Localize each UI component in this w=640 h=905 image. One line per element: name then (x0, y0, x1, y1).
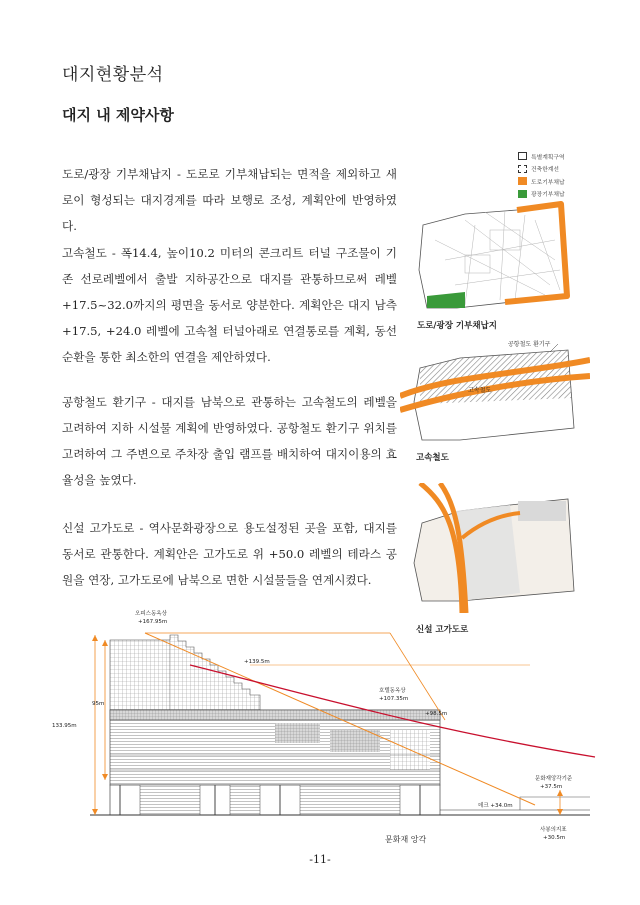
legend-swatch-building-line (518, 165, 527, 173)
figure-caption-overpass: 신설 고가도로 (416, 625, 469, 635)
paragraph-highspeed-rail: 고속철도 - 폭14.4, 높이10.2 미터의 콘크리트 터널 구조물이 기존 선로레벨에서 출발 지하공간으로 대지를 관통하므로써 레벨 +17.5~32.0까지의 평면을 동서로 양분한다. 계획안은 대지 남측 +17.5, +24.0 레벨에 고속철 터널아래로 연결통로를 계획, 동선순환을 통한 최소한의 연결을 제안하였다. (62, 246, 397, 364)
label-heritage-standard: 문화재앙각기준 (535, 776, 573, 782)
label-office-roof-level: +167.95m (138, 619, 168, 625)
site-map-highspeed-rail (400, 336, 590, 446)
label-heritage-standard-level: +37.5m (540, 784, 563, 790)
legend-item (518, 188, 565, 201)
paragraph-road-plaza: 도로/광장 기부채납지 - 도로로 기부채납되는 면적을 제외하고 새로이 형성되는 대지경계를 따라 보행로 조성, 계획안에 반영하였다. (62, 167, 397, 233)
section-caption: 문화재 앙각 (385, 835, 427, 844)
page-number: -11- (309, 853, 331, 866)
legend-label: 광장기부채납 (531, 192, 565, 199)
paragraph-airport-vent: 공항철도 환기구 - 대지를 남북으로 관통하는 고속철도의 레벨을 고려하여 지하 시설물 계획에 반영하였다. 공항철도 환기구 위치를 고려하여 그 주변으로 주차장 출입 램프를 배치하여 대지이용의 효율성을 높였다. (62, 395, 397, 487)
map-legend (518, 150, 565, 200)
legend-label: 도로기부채납 (531, 179, 565, 186)
legend-label: 특별계획구역 (531, 154, 565, 161)
legend-item (518, 175, 565, 188)
label-dimension-95: 95m (92, 701, 105, 707)
label-highspeed-rail: 고속철도 (468, 387, 492, 394)
legend-swatch-special-zone (518, 152, 527, 160)
legend-swatch-road (518, 177, 527, 185)
label-office-roof: 오피스동옥상 (135, 611, 167, 617)
figure-caption-highspeed-rail: 고속철도 (416, 453, 449, 463)
figure-caption-road-plaza: 도로/광장 기부채납지 (417, 321, 497, 331)
label-ground-level: 사봉의지표 (540, 827, 567, 833)
paragraph-overpass: 신설 고가도로 - 역사문화광장으로 용도설정된 곳을 포함, 대지를 동서로 관통한다. 계획안은 고가도로 위 +50.0 레벨의 테라스 공원을 연장, 고가도로에 남북으로 면한 시설물들을 연계시켰다. (62, 521, 397, 587)
label-level-1395: +139.5m (244, 659, 270, 665)
label-deck: 데크 +34.0m (478, 803, 513, 809)
label-hotel-roof: 호텔동옥상 (379, 688, 406, 694)
label-airport-vent: 공항철도 환기구 (508, 341, 551, 348)
legend-label: 건축한계선 (531, 167, 559, 174)
label-ground-level-value: +30.5m (543, 835, 566, 841)
label-level-985: +98.5m (425, 711, 448, 717)
section-title: 대지현황분석 (62, 65, 164, 85)
site-map-road-plaza (405, 200, 590, 315)
label-dimension-13395: 133.95m (52, 723, 77, 729)
sub-title: 대지 내 제약사항 (62, 106, 174, 124)
building-section-elevation (50, 605, 610, 855)
legend-item (518, 150, 565, 163)
label-hotel-roof-level: +107.35m (379, 696, 409, 702)
legend-item (518, 163, 565, 176)
site-map-overpass (400, 483, 585, 613)
legend-swatch-plaza (518, 190, 527, 198)
